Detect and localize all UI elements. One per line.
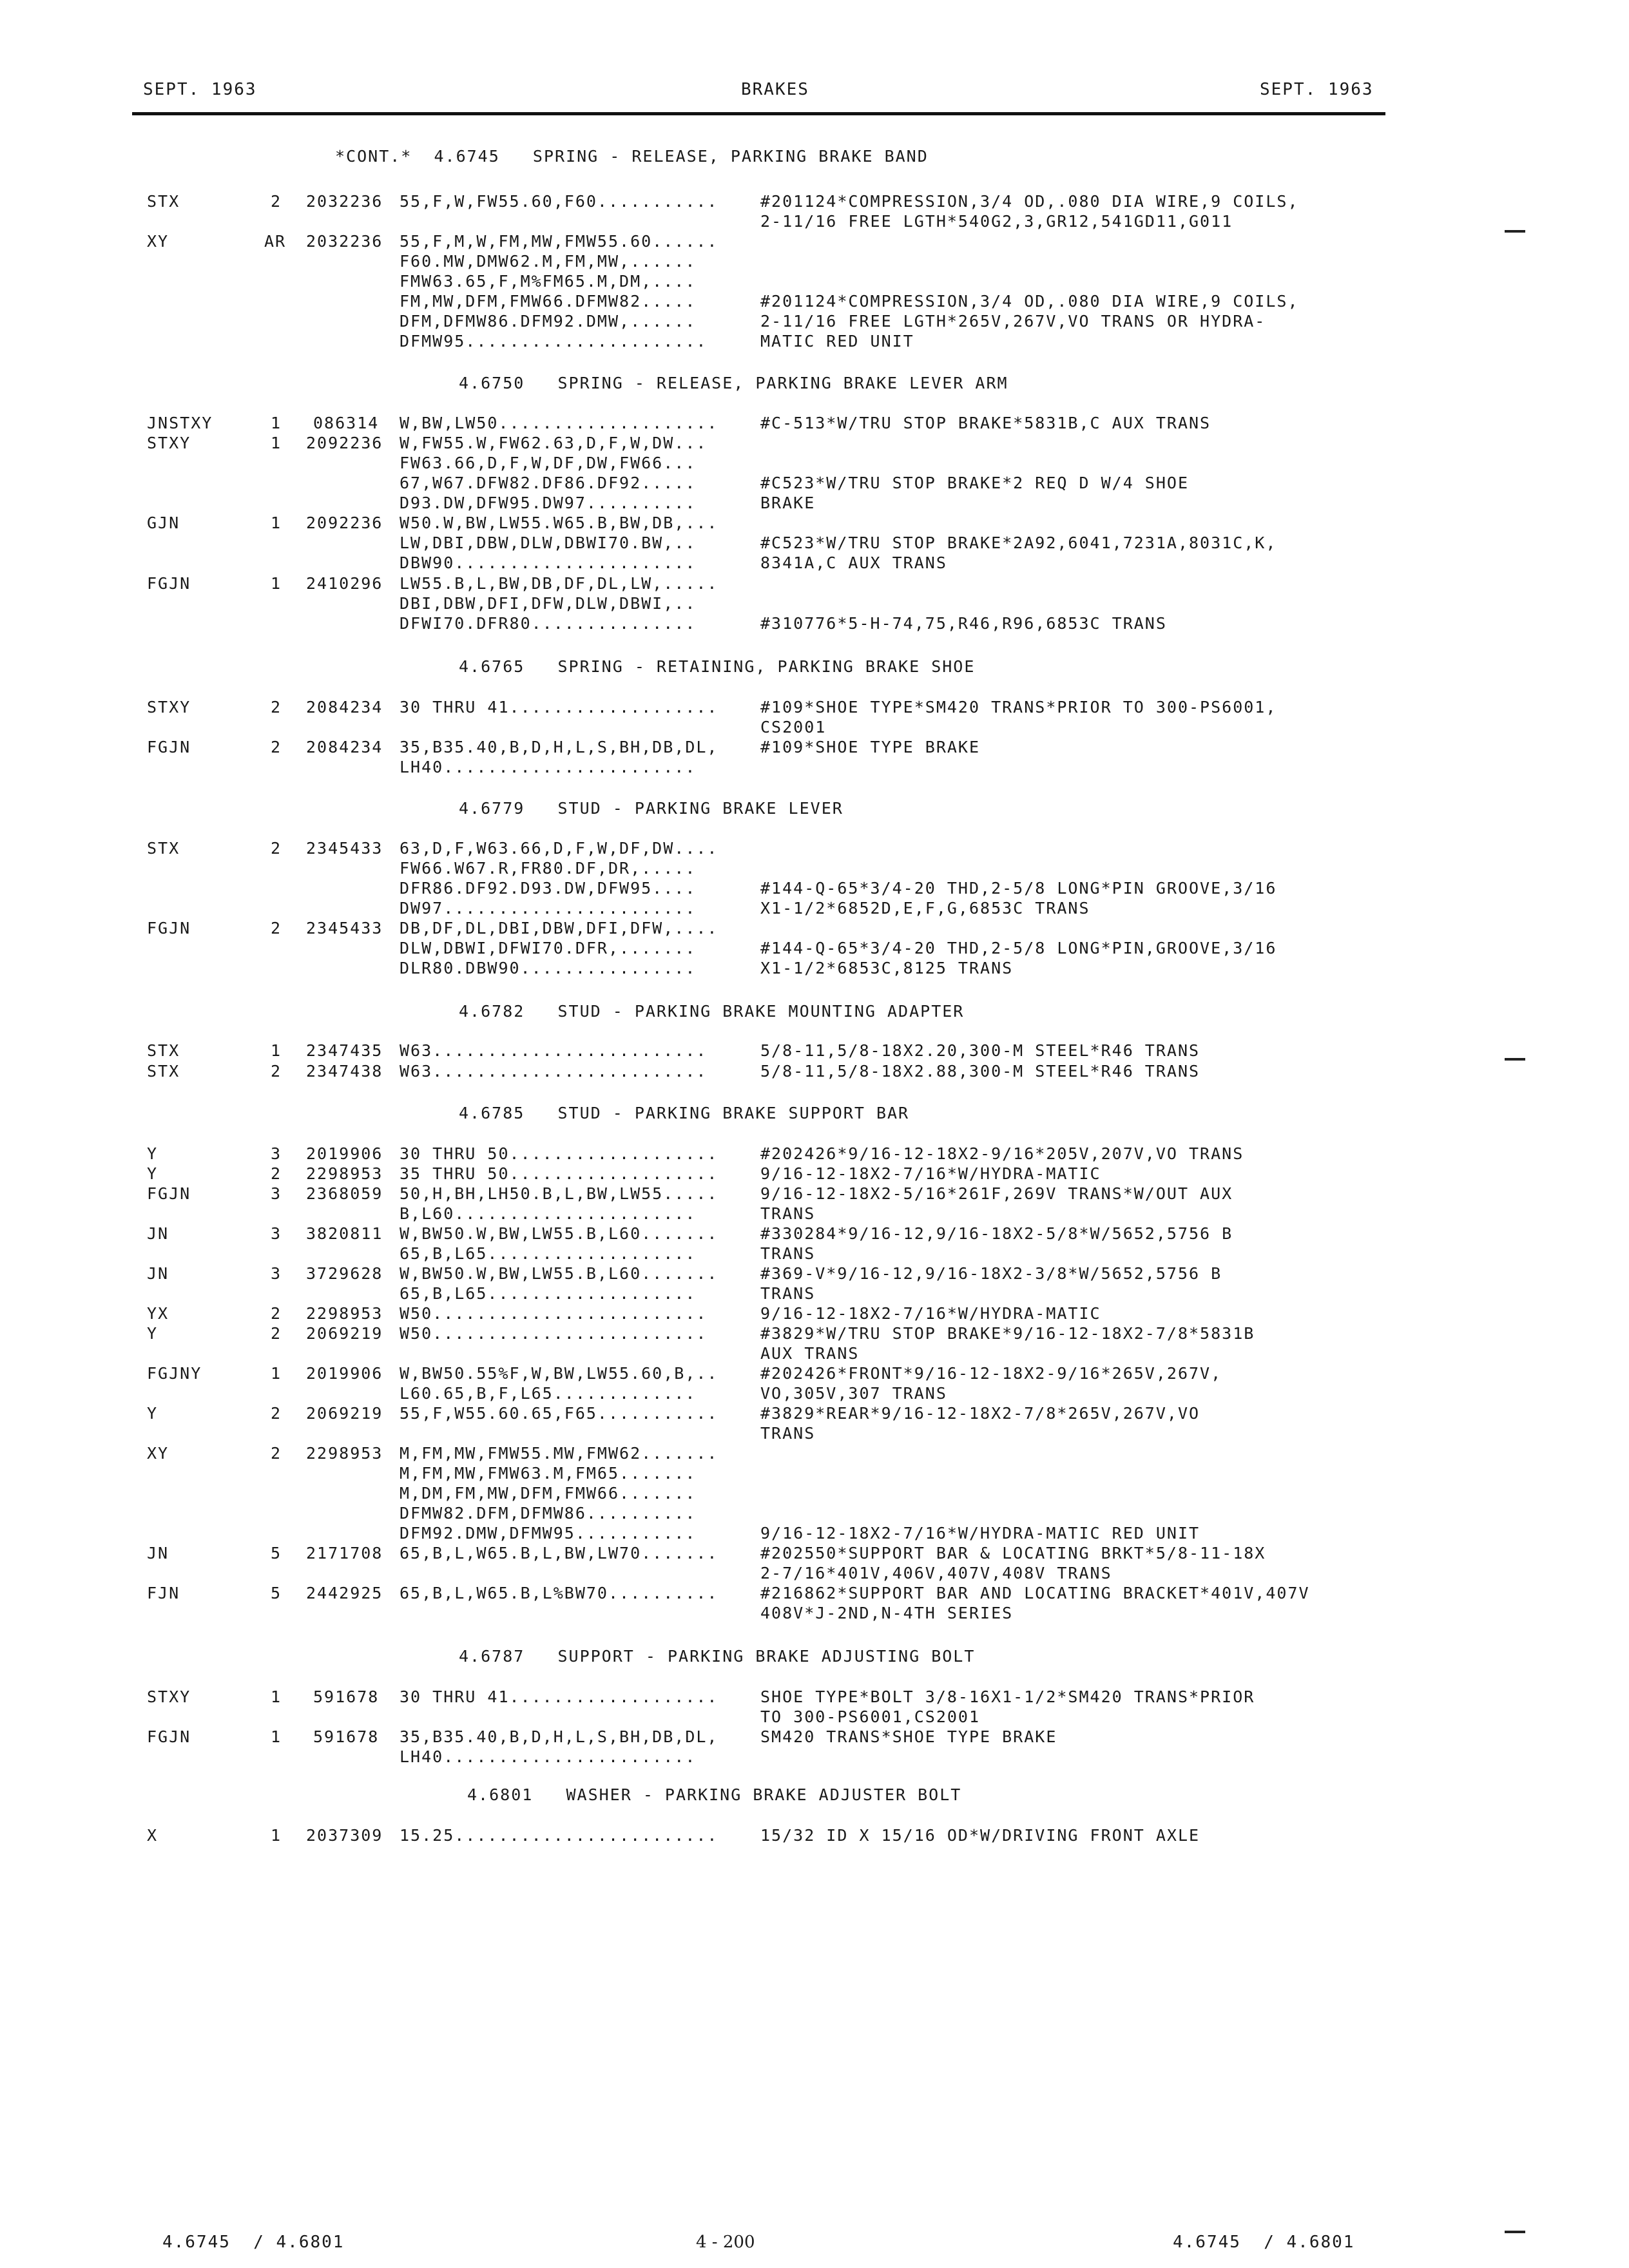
part-number: 2410296 — [306, 574, 383, 593]
model-codes: FGJNY — [147, 1364, 202, 1383]
quantity: 5 — [271, 1544, 282, 1562]
quantity: 2 — [271, 738, 282, 756]
part-description: #144-Q-65*3/4-20 THD,2-5/8 LONG*PIN,GROOVE,3/16 X1-1/2*6853C,8125 TRANS — [760, 939, 1277, 977]
page-number: 4 - 200 — [696, 2233, 755, 2252]
part-number: 2069219 — [306, 1404, 383, 1423]
quantity: 1 — [271, 1727, 282, 1746]
model-codes: FGJN — [147, 574, 191, 593]
section-title: 4.6779 STUD - PARKING BRAKE LEVER — [459, 799, 843, 818]
quantity: AR — [264, 232, 287, 251]
quantity: 3 — [271, 1264, 282, 1283]
part-description: SM420 TRANS*SHOE TYPE BRAKE — [760, 1727, 1057, 1746]
quantity: 1 — [271, 414, 282, 432]
section-title: 4.6782 STUD - PARKING BRAKE MOUNTING ADAPTER — [459, 1002, 965, 1021]
part-description: #202426*FRONT*9/16-12-18X2-9/16*265V,267V, VO,305V,307 TRANS — [760, 1364, 1222, 1403]
model-codes: FGJN — [147, 1184, 191, 1203]
part-number: 2347435 — [306, 1041, 383, 1060]
part-description: SHOE TYPE*BOLT 3/8-16X1-1/2*SM420 TRANS*PRIOR TO 300-PS6001,CS2001 — [760, 1687, 1255, 1726]
part-description: #C523*W/TRU STOP BRAKE*2 REQ D W/4 SHOE BRAKE — [760, 474, 1189, 512]
part-description: #201124*COMPRESSION,3/4 OD,.080 DIA WIRE,9 COILS, 2-11/16 FREE LGTH*540G2,3,GR12,541GD11,G011 — [760, 192, 1299, 231]
quantity: 2 — [271, 192, 282, 211]
model-codes: STXY — [147, 434, 191, 452]
part-number: 591678 — [313, 1687, 380, 1706]
part-description: #330284*9/16-12,9/16-18X2-5/8*W/5652,5756 B TRANS — [760, 1224, 1233, 1263]
section-title: 4.6785 STUD - PARKING BRAKE SUPPORT BAR — [459, 1104, 910, 1122]
part-description: #201124*COMPRESSION,3/4 OD,.080 DIA WIRE,9 COILS, 2-11/16 FREE LGTH*265V,267V,VO TRANS OR HYDRA- MATIC RED UNIT — [760, 292, 1299, 351]
part-number: 2092236 — [306, 514, 383, 532]
quantity: 1 — [271, 1687, 282, 1706]
applicable-models: 63,D,F,W63.66,D,F,W,DF,DW.... FW66.W67.R,FR80.DF,DR,..... DFR86.DF92.D93.DW,DFW95.... DW97....................... — [400, 839, 718, 918]
part-description: #109*SHOE TYPE BRAKE — [760, 738, 981, 756]
part-number: 2032236 — [306, 192, 383, 211]
applicable-models: M,FM,MW,FMW55.MW,FMW62....... M,FM,MW,FMW63.M,FM65....... M,DM,FM,MW,DFM,FMW66....... DFMW82.DFM,DFMW86.......... DFM92.DMW,DFMW95........... — [400, 1444, 718, 1542]
applicable-models: 65,B,L,W65.B,L,BW,LW70....... — [400, 1544, 718, 1562]
model-codes: STXY — [147, 698, 191, 716]
part-number: 2084234 — [306, 738, 383, 756]
part-description: 9/16-12-18X2-5/16*261F,269V TRANS*W/OUT AUX TRANS — [760, 1184, 1233, 1223]
applicable-models: DB,DF,DL,DBI,DBW,DFI,DFW,.... DLW,DBWI,DFWI70.DFR,....... DLR80.DBW90................ — [400, 919, 718, 977]
part-number: 3729628 — [306, 1264, 383, 1283]
model-codes: JN — [147, 1224, 169, 1243]
header-right: SEPT. 1963 — [1260, 80, 1374, 99]
part-number: 2345433 — [306, 919, 383, 937]
model-codes: GJN — [147, 514, 180, 532]
quantity: 2 — [271, 1404, 282, 1423]
part-description: 5/8-11,5/8-18X2.20,300-M STEEL*R46 TRANS — [760, 1041, 1200, 1060]
part-description: 15/32 ID X 15/16 OD*W/DRIVING FRONT AXLE — [760, 1826, 1200, 1845]
quantity: 1 — [271, 574, 282, 593]
model-codes: STX — [147, 1062, 180, 1081]
applicable-models: 55,F,W,FW55.60,F60........... — [400, 192, 718, 211]
applicable-models: W50......................... — [400, 1304, 708, 1323]
part-description: #202426*9/16-12-18X2-9/16*205V,207V,VO TRANS — [760, 1144, 1244, 1163]
part-number: 2347438 — [306, 1062, 383, 1081]
model-codes: Y — [147, 1164, 159, 1183]
model-codes: Y — [147, 1144, 159, 1163]
model-codes: JNSTXY — [147, 414, 213, 432]
model-codes: FGJN — [147, 1727, 191, 1746]
model-codes: STX — [147, 192, 180, 211]
quantity: 2 — [271, 1062, 282, 1081]
quantity: 1 — [271, 1826, 282, 1845]
part-description: 9/16-12-18X2-7/16*W/HYDRA-MATIC — [760, 1304, 1101, 1323]
footer-right: 4.6745 / 4.6801 — [1173, 2233, 1355, 2252]
model-codes: YX — [147, 1304, 169, 1323]
applicable-models: W,FW55.W,FW62.63,D,F,W,DW... FW63.66,D,F,W,DF,DW,FW66... 67,W67.DFW82.DF86.DF92..... D93.DW,DFW95.DW97.......... — [400, 434, 708, 512]
section-title: 4.6787 SUPPORT - PARKING BRAKE ADJUSTING BOLT — [459, 1647, 976, 1666]
applicable-models: W63......................... — [400, 1062, 708, 1081]
part-description: #3829*REAR*9/16-12-18X2-7/8*265V,267V,VO TRANS — [760, 1404, 1200, 1443]
applicable-models: W50.W,BW,LW55.W65.B,BW,DB,... LW,DBI,DBW,DLW,DBWI70.BW,.. DBW90...................... — [400, 514, 718, 572]
quantity: 5 — [271, 1584, 282, 1602]
part-number: 2298953 — [306, 1444, 383, 1463]
part-description: #216862*SUPPORT BAR AND LOCATING BRACKET*401V,407V 408V*J-2ND,N-4TH SERIES — [760, 1584, 1310, 1622]
part-number: 2037309 — [306, 1826, 383, 1845]
quantity: 2 — [271, 698, 282, 716]
part-number: 2084234 — [306, 698, 383, 716]
applicable-models: 30 THRU 41................... — [400, 698, 718, 716]
section-title: 4.6801 WASHER - PARKING BRAKE ADJUSTER BOLT — [467, 1785, 962, 1804]
quantity: 1 — [271, 1364, 282, 1383]
applicable-models: 50,H,BH,LH50.B,L,BW,LW55..... B,L60...................... — [400, 1184, 718, 1223]
applicable-models: 30 THRU 41................... — [400, 1687, 718, 1706]
model-codes: XY — [147, 1444, 169, 1463]
part-number: 2298953 — [306, 1164, 383, 1183]
part-number: 2032236 — [306, 232, 383, 251]
part-number: 2442925 — [306, 1584, 383, 1602]
part-description: #C523*W/TRU STOP BRAKE*2A92,6041,7231A,8031C,K, 8341A,C AUX TRANS — [760, 533, 1277, 572]
applicable-models: W,BW50.W,BW,LW55.B,L60....... 65,B,L65................... — [400, 1224, 718, 1263]
part-description: #369-V*9/16-12,9/16-18X2-3/8*W/5652,5756 B TRANS — [760, 1264, 1222, 1303]
part-description: #310776*5-H-74,75,R46,R96,6853C TRANS — [760, 614, 1167, 633]
part-number: 2019906 — [306, 1144, 383, 1163]
quantity: 2 — [271, 1164, 282, 1183]
quantity: 3 — [271, 1224, 282, 1243]
part-description: #109*SHOE TYPE*SM420 TRANS*PRIOR TO 300-PS6001, CS2001 — [760, 698, 1277, 736]
part-description: #144-Q-65*3/4-20 THD,2-5/8 LONG*PIN GROOVE,3/16 X1-1/2*6852D,E,F,G,6853C TRANS — [760, 879, 1277, 918]
part-number: 086314 — [313, 414, 380, 432]
applicable-models: W63......................... — [400, 1041, 708, 1060]
applicable-models: W,BW,LW50.................... — [400, 414, 718, 432]
quantity: 2 — [271, 919, 282, 937]
part-number: 2092236 — [306, 434, 383, 452]
part-description: 9/16-12-18X2-7/16*W/HYDRA-MATIC — [760, 1164, 1101, 1183]
applicable-models: 65,B,L,W65.B,L%BW70.......... — [400, 1584, 718, 1602]
margin-mark — [1505, 230, 1525, 233]
model-codes: STXY — [147, 1687, 191, 1706]
quantity: 2 — [271, 1444, 282, 1463]
quantity: 2 — [271, 839, 282, 858]
model-codes: JN — [147, 1264, 169, 1283]
header-rule — [132, 112, 1385, 115]
model-codes: FJN — [147, 1584, 180, 1602]
part-description: #202550*SUPPORT BAR & LOCATING BRKT*5/8-11-18X 2-7/16*401V,406V,407V,408V TRANS — [760, 1544, 1266, 1582]
part-description: #C-513*W/TRU STOP BRAKE*5831B,C AUX TRANS — [760, 414, 1211, 432]
applicable-models: LW55.B,L,BW,DB,DF,DL,LW,..... DBI,DBW,DFI,DFW,DLW,DBWI,.. DFWI70.DFR80............... — [400, 574, 718, 633]
model-codes: STX — [147, 1041, 180, 1060]
applicable-models: 15.25........................ — [400, 1826, 718, 1845]
model-codes: FGJN — [147, 738, 191, 756]
applicable-models: 35,B35.40,B,D,H,L,S,BH,DB,DL, LH40....................... — [400, 1727, 718, 1766]
model-codes: Y — [147, 1324, 159, 1343]
part-number: 3820811 — [306, 1224, 383, 1243]
part-number: 2298953 — [306, 1304, 383, 1323]
footer-left: 4.6745 / 4.6801 — [162, 2233, 345, 2252]
model-codes: XY — [147, 232, 169, 251]
part-number: 2019906 — [306, 1364, 383, 1383]
applicable-models: 55,F,W55.60.65,F65........... — [400, 1404, 718, 1423]
applicable-models: W,BW50.55%F,W,BW,LW55.60,B,.. L60.65,B,F,L65............. — [400, 1364, 718, 1403]
applicable-models: 30 THRU 50................... — [400, 1144, 718, 1163]
quantity: 1 — [271, 434, 282, 452]
part-number: 2368059 — [306, 1184, 383, 1203]
model-codes: Y — [147, 1404, 159, 1423]
part-description: 5/8-11,5/8-18X2.88,300-M STEEL*R46 TRANS — [760, 1062, 1200, 1081]
part-number: 2171708 — [306, 1544, 383, 1562]
applicable-models: W50......................... — [400, 1324, 708, 1343]
part-description: 9/16-12-18X2-7/16*W/HYDRA-MATIC RED UNIT — [760, 1524, 1200, 1542]
part-number: 591678 — [313, 1727, 380, 1746]
section-title: 4.6750 SPRING - RELEASE, PARKING BRAKE LEVER ARM — [459, 374, 1008, 392]
applicable-models: 35 THRU 50................... — [400, 1164, 718, 1183]
header-left: SEPT. 1963 — [143, 80, 257, 99]
quantity: 3 — [271, 1144, 282, 1163]
margin-mark — [1505, 1058, 1525, 1061]
header-center: BRAKES — [741, 80, 809, 99]
margin-mark — [1505, 2231, 1525, 2233]
applicable-models: 35,B35.40,B,D,H,L,S,BH,DB,DL, LH40....................... — [400, 738, 718, 776]
part-number: 2069219 — [306, 1324, 383, 1343]
section-title: 4.6765 SPRING - RETAINING, PARKING BRAKE SHOE — [459, 657, 976, 676]
quantity: 2 — [271, 1324, 282, 1343]
section-title: *CONT.* 4.6745 SPRING - RELEASE, PARKING BRAKE BAND — [335, 147, 929, 166]
quantity: 2 — [271, 1304, 282, 1323]
applicable-models: 55,F,M,W,FM,MW,FMW55.60...... F60.MW,DMW62.M,FM,MW,...... FMW63.65,F,M%FM65.M,DM,.... FM,MW,DFM,FMW66.DFMW82..... DFM,DFMW86.DFM92.DMW,...... DFMW95...................... — [400, 232, 718, 351]
quantity: 1 — [271, 1041, 282, 1060]
quantity: 1 — [271, 514, 282, 532]
applicable-models: W,BW50.W,BW,LW55.B,L60....... 65,B,L65................... — [400, 1264, 718, 1303]
model-codes: STX — [147, 839, 180, 858]
quantity: 3 — [271, 1184, 282, 1203]
part-description: #3829*W/TRU STOP BRAKE*9/16-12-18X2-7/8*5831B AUX TRANS — [760, 1324, 1255, 1363]
part-number: 2345433 — [306, 839, 383, 858]
model-codes: JN — [147, 1544, 169, 1562]
model-codes: FGJN — [147, 919, 191, 937]
model-codes: X — [147, 1826, 159, 1845]
